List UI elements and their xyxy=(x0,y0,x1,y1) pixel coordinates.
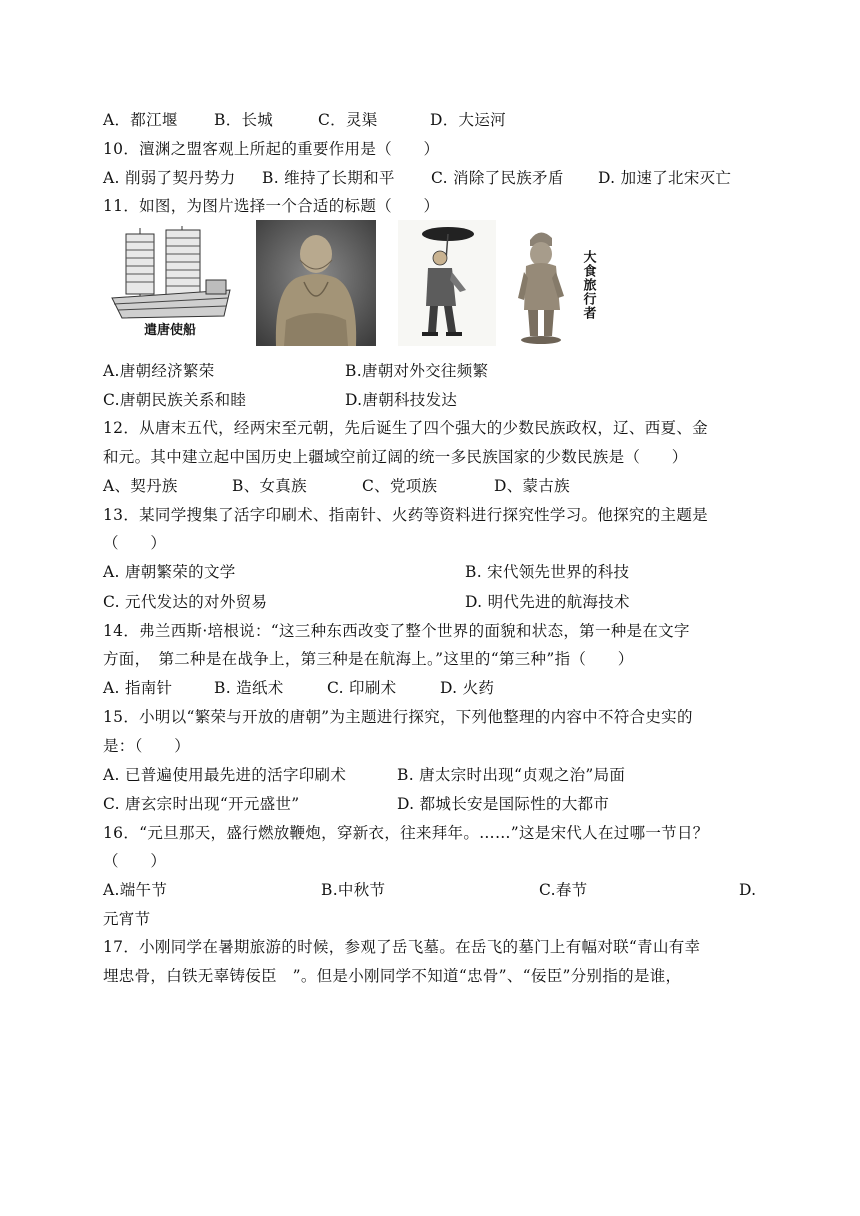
q12-option-a: A、契丹族 xyxy=(103,477,178,495)
q13-option-b: B. 宋代领先世界的科技 xyxy=(465,563,630,581)
q13-option-d: D. 明代先进的航海技术 xyxy=(465,593,630,611)
q16-option-a: A.端午节 xyxy=(103,881,168,899)
q15-stem-line2: 是：（ ） xyxy=(103,737,191,755)
tang-envoy-ship-image xyxy=(110,220,238,346)
q11-option-b: B.唐朝对外交往频繁 xyxy=(345,362,489,380)
q15-stem-line1: 15．小明以“繁荣与开放的唐朝”为主题进行探究，下列他整理的内容中不符合史实的 xyxy=(103,708,693,726)
q16-stem-line1: 16．“元旦那天，盛行燃放鞭炮，穿新衣，往来拜年。……”这是宋代人在过哪一节日？ xyxy=(103,824,709,842)
q12-option-c: C、党项族 xyxy=(362,477,438,495)
q11-option-c: C.唐朝民族关系和睦 xyxy=(103,391,247,409)
q12-option-b: B、女真族 xyxy=(232,477,307,495)
q11-stem: 11．如图，为图片选择一个合适的标题（ ） xyxy=(103,197,440,215)
q13-stem-line2: （ ） xyxy=(103,534,167,552)
q15-option-d: D. 都城长安是国际性的大都市 xyxy=(397,795,610,813)
q16-option-c: C.春节 xyxy=(539,881,588,899)
image-caption-traveler: 大食旅行者 xyxy=(580,250,596,320)
image-caption-ship: 遣唐使船 xyxy=(144,323,197,338)
q12-stem-line2: 和元。其中建立起中国历史上疆域空前辽阔的统一多民族国家的少数民族是（ ） xyxy=(103,448,688,466)
q15-option-c: C. 唐玄宗时出现“开元盛世” xyxy=(103,795,300,813)
q16-option-b: B.中秋节 xyxy=(321,881,386,899)
q12-option-d: D、蒙古族 xyxy=(494,477,570,495)
q9-option-b: B．长城 xyxy=(214,111,274,129)
q15-option-b: B. 唐太宗时出现“贞观之治”局面 xyxy=(397,766,626,784)
q11-option-a: A.唐朝经济繁荣 xyxy=(103,362,215,380)
q14-stem-line2: 方面， 第二种是在战争上，第三种是在航海上。”这里的“第三种”指（ ） xyxy=(103,650,634,668)
q13-stem-line1: 13．某同学搜集了活字印刷术、指南针、火药等资料进行探究性学习。他探究的主题是 xyxy=(103,506,708,524)
q9-option-c: C．灵渠 xyxy=(318,111,378,129)
q14-option-a: A. 指南针 xyxy=(103,679,173,697)
q14-stem-line1: 14．弗兰西斯·培根说：“这三种东西改变了整个世界的面貌和状态，第一种是在文字 xyxy=(103,622,690,640)
q9-option-d: D．大运河 xyxy=(430,111,506,129)
q14-option-d: D. 火药 xyxy=(440,679,495,697)
q17-stem-line2: 埋忠骨，白铁无辜铸佞臣 ”。但是小刚同学不知道“忠骨”、“佞臣”分别指的是谁， xyxy=(103,967,682,985)
q11-option-d: D.唐朝科技发达 xyxy=(345,391,458,409)
q10-option-b: B. 维持了长期和平 xyxy=(262,169,395,187)
q14-option-c: C. 印刷术 xyxy=(327,679,397,697)
q9-option-a: A．都江堰 xyxy=(103,111,178,129)
q12-stem-line1: 12．从唐末五代，经两宋至元朝，先后诞生了四个强大的少数民族政权，辽、西夏、金 xyxy=(103,419,708,437)
q16-option-d: D. xyxy=(739,881,757,899)
q15-option-a: A. 已普遍使用最先进的活字印刷术 xyxy=(103,766,347,784)
q10-stem: 10．澶渊之盟客观上所起的重要作用是（ ） xyxy=(103,140,440,158)
foreign-figure-image xyxy=(398,220,496,346)
q10-option-a: A. 削弱了契丹势力 xyxy=(103,169,236,187)
q10-option-d: D. 加速了北宋灭亡 xyxy=(598,169,732,187)
jianzhen-statue-image xyxy=(256,220,376,346)
q10-option-c: C. 消除了民族矛盾 xyxy=(431,169,564,187)
q13-option-c: C. 元代发达的对外贸易 xyxy=(103,593,268,611)
q13-option-a: A. 唐朝繁荣的文学 xyxy=(103,563,236,581)
arab-traveler-figurine-image xyxy=(516,220,614,346)
q14-option-b: B. 造纸术 xyxy=(214,679,284,697)
q17-stem-line1: 17．小刚同学在暑期旅游的时候，参观了岳飞墓。在岳飞的墓门上有幅对联“青山有幸 xyxy=(103,938,701,956)
q16-stem-line2: （ ） xyxy=(103,852,167,870)
q16-option-d-text: 元宵节 xyxy=(103,910,151,928)
